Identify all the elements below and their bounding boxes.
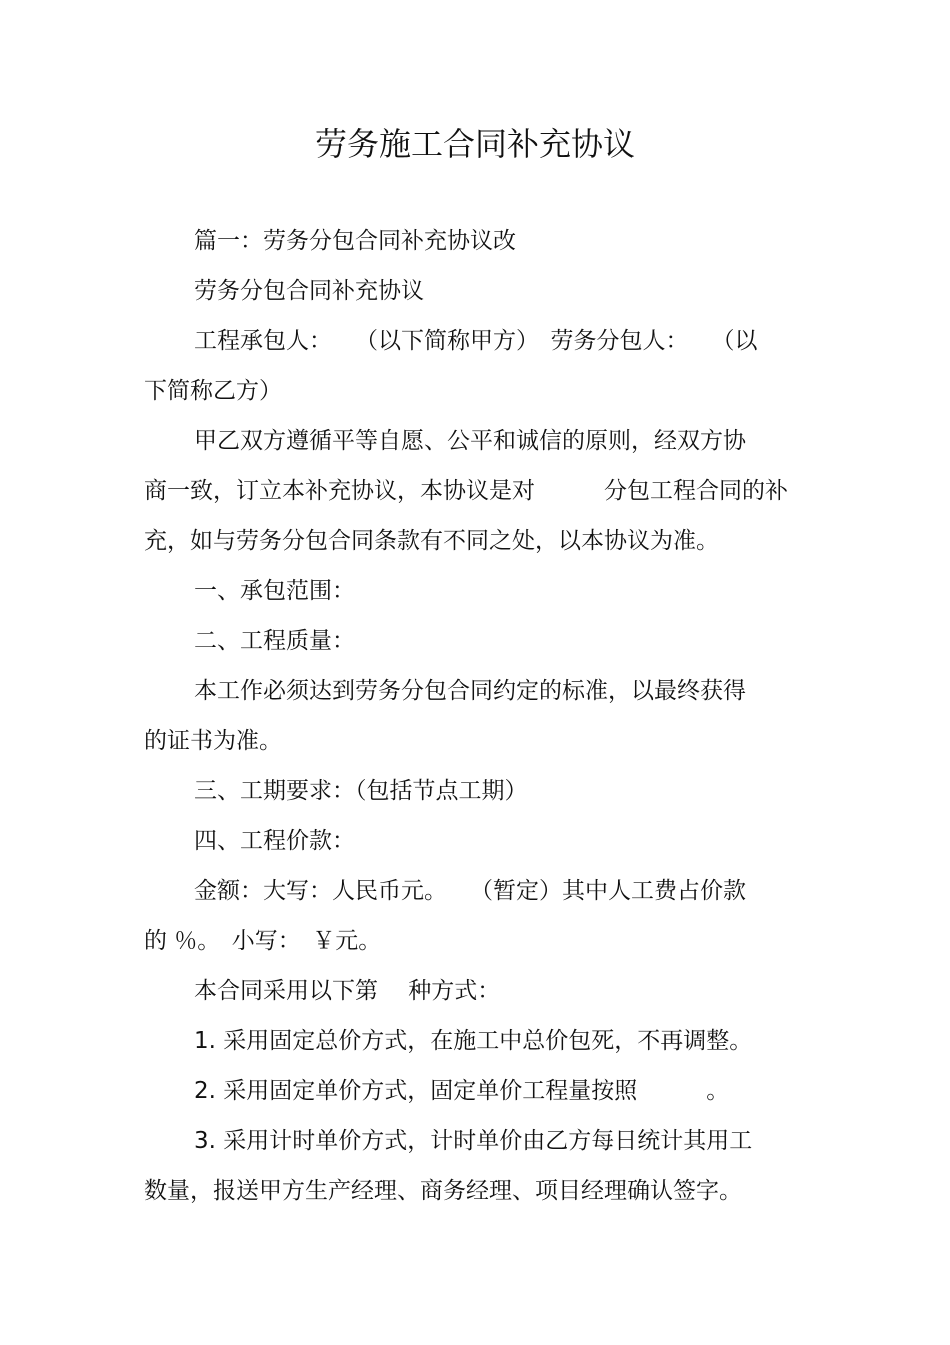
paragraph-line: 篇一：劳务分包合同补充协议改 bbox=[194, 228, 516, 254]
paragraph-line: 劳务分包合同补充协议 bbox=[194, 278, 424, 304]
paragraph-line: 金额：大写：人民币元。 （暂定）其中人工费占价款 bbox=[194, 878, 746, 904]
section-heading: 四、工程价款： bbox=[194, 828, 355, 854]
paragraph-line: 商一致，订立本补充协议，本协议是对 分包工程合同的补 bbox=[144, 478, 788, 504]
paragraph-line: 下简称乙方） bbox=[144, 378, 282, 404]
section-heading: 三、工期要求：（包括节点工期） bbox=[194, 778, 528, 804]
list-item: 3. 采用计时单价方式，计时单价由乙方每日统计其用工 bbox=[194, 1128, 753, 1154]
document-title: 劳务施工合同补充协议 bbox=[314, 125, 635, 163]
paragraph-line: 甲乙双方遵循平等自愿、公平和诚信的原则，经双方协 bbox=[194, 428, 746, 454]
paragraph-line: 的 ％。 小写： ￥元。 bbox=[144, 928, 382, 954]
section-heading: 一、承包范围： bbox=[194, 578, 355, 604]
paragraph-line: 数量，报送甲方生产经理、商务经理、项目经理确认签字。 bbox=[144, 1178, 742, 1204]
paragraph-line: 的证书为准。 bbox=[144, 728, 282, 754]
paragraph-line: 工程承包人： （以下简称甲方） 劳务分包人： （以 bbox=[194, 328, 758, 354]
paragraph-line: 充，如与劳务分包合同条款有不同之处，以本协议为准。 bbox=[144, 528, 719, 554]
paragraph-line: 本合同采用以下第 种方式： bbox=[194, 978, 501, 1004]
list-item: 2. 采用固定单价方式，固定单价工程量按照 。 bbox=[194, 1078, 730, 1104]
list-item: 1. 采用固定总价方式，在施工中总价包死，不再调整。 bbox=[194, 1028, 753, 1054]
paragraph-line: 本工作必须达到劳务分包合同约定的标准，以最终获得 bbox=[194, 678, 746, 704]
section-heading: 二、工程质量： bbox=[194, 628, 355, 654]
